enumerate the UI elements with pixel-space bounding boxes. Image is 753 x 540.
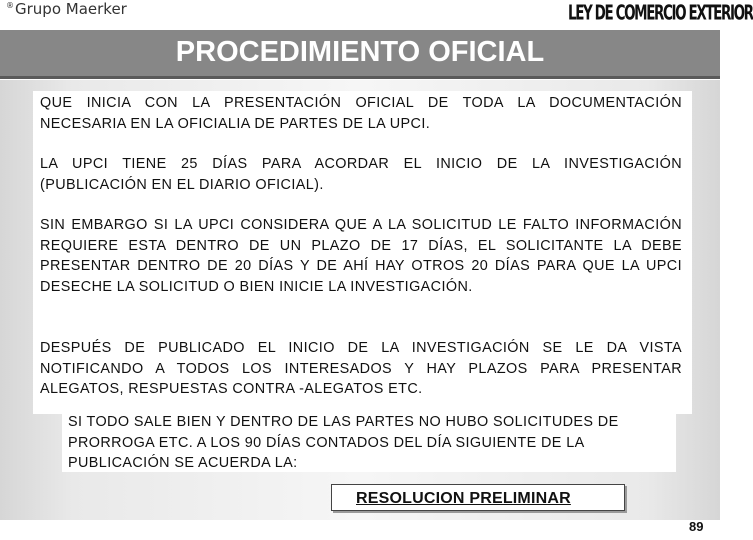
page-number: 89	[689, 519, 704, 534]
result-label: RESOLUCION PRELIMINAR	[356, 490, 571, 507]
registered-mark: ®	[6, 1, 14, 10]
brand-name	[6, 0, 127, 18]
paragraph-5: SI TODO SALE BIEN Y DENTRO DE LAS PARTES NO HUBO SOLICITUDES DE PRORROGA ETC. A LOS 90 DÍAS CONTADOS DEL DÍA SIGUIENTE DE LA PUBLICACIÓN SE ACUERDA LA:	[62, 412, 676, 472]
paragraph-4: DESPUÉS DE PUBLICADO EL INICIO DE LA INVESTIGACIÓN SE LE DA VISTA NOTIFICANDO A TODOS LOS INTERESADOS Y HAY PLAZOS PARA PRESENTAR ALEGATOS, RESPUESTAS CONTRA -ALEGATOS ETC.	[40, 340, 682, 397]
paragraph-3: SIN EMBARGO SI LA UPCI CONSIDERA QUE A LA SOLICITUD LE FALTO INFORMACIÓN REQUIERE ESTA DENTRO DE UN PLAZO DE 17 DÍAS, EL SOLICITANTE LA DEBE PRESENTAR DENTRO DE 20 DÍAS Y DE AHÍ HAY OTROS 20 DÍAS PARA QUE LA UPCI DESECHE LA SOLICITUD O BIEN INICIE LA INVESTIGACIÓN.	[40, 217, 682, 295]
brand-text: Grupo Maerker	[15, 0, 127, 18]
page-title: PROCEDIMIENTO OFICIAL	[175, 36, 545, 68]
paragraph-1: QUE INICIA CON LA PRESENTACIÓN OFICIAL DE TODA LA DOCUMENTACIÓN NECESARIA EN LA OFICIALIA DE PARTES DE LA UPCI.	[40, 95, 682, 132]
law-logo: LEY DE COMERCIO EXTERIOR	[568, 0, 753, 25]
paragraph-2: LA UPCI TIENE 25 DÍAS PARA ACORDAR EL INICIO DE LA INVESTIGACIÓN (PUBLICACIÓN EN EL DIARIO OFICIAL).	[40, 156, 682, 193]
